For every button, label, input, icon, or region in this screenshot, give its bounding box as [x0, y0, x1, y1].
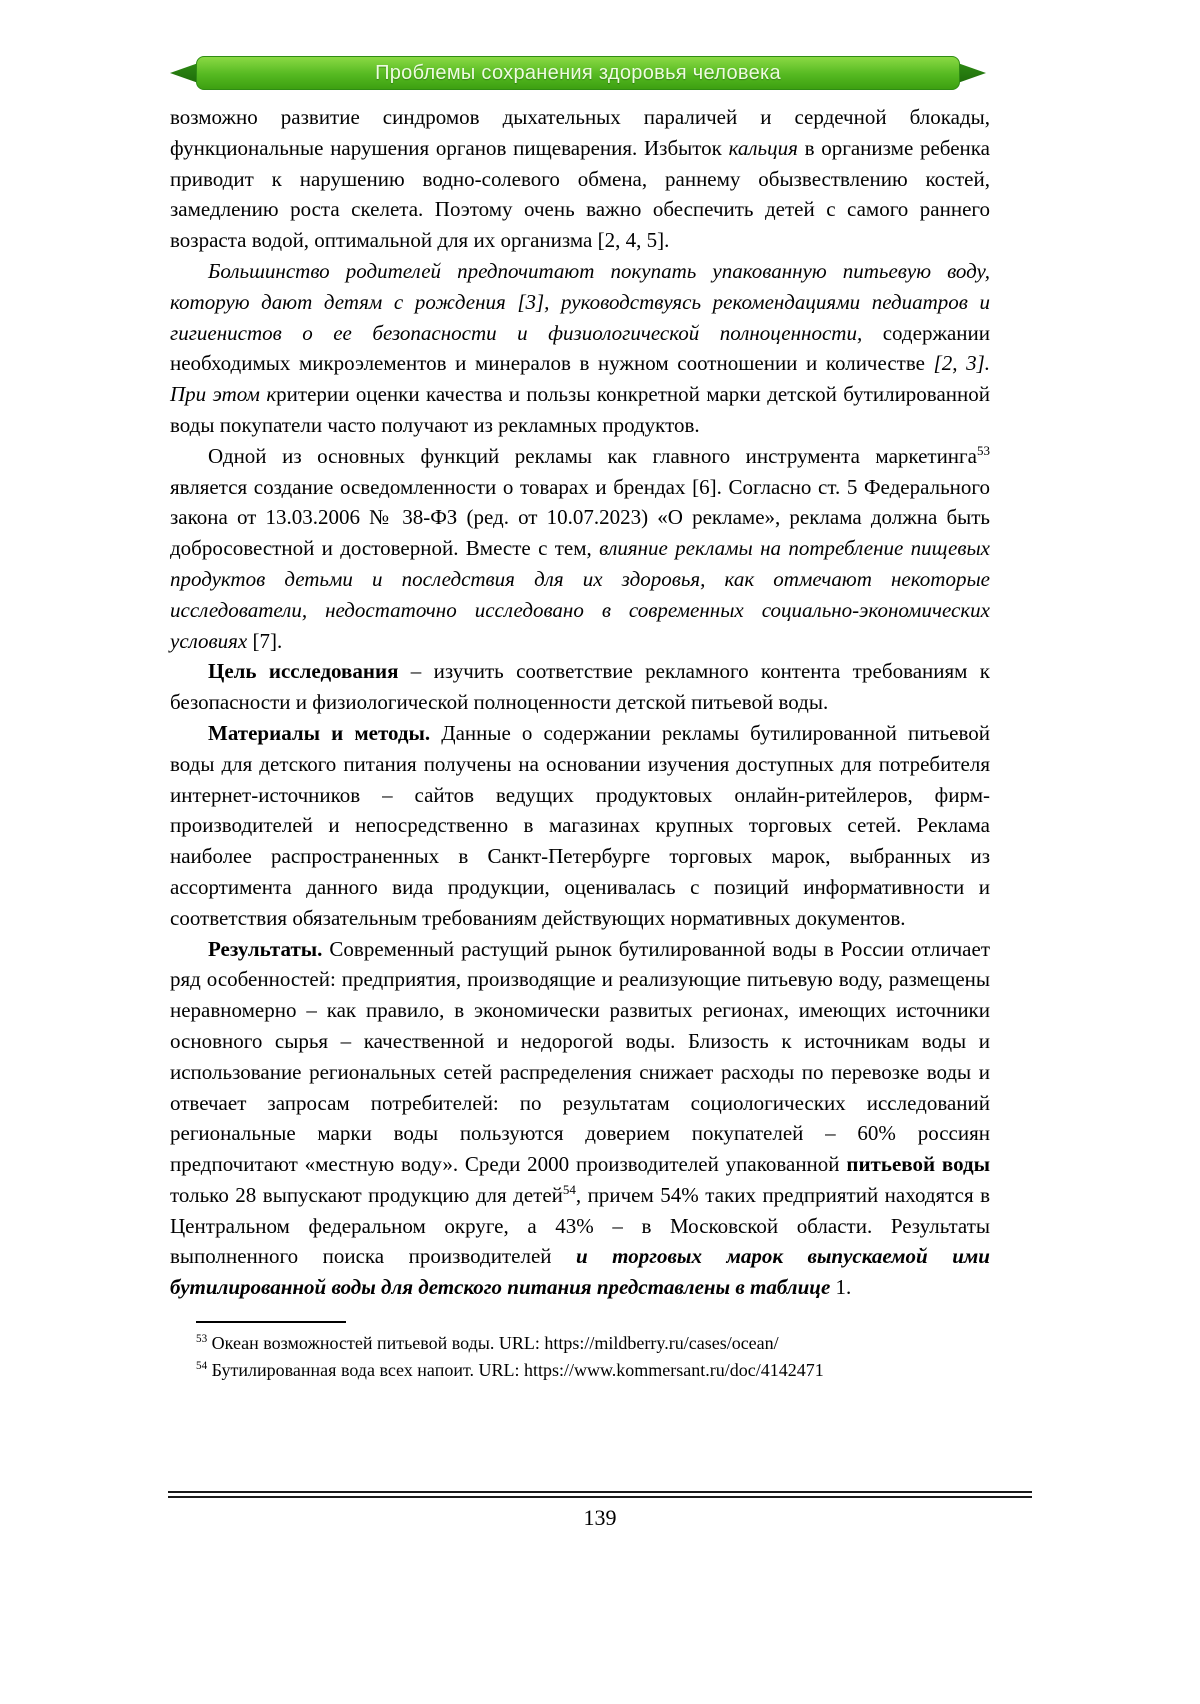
footnote-text: Океан возможностей питьевой воды. URL: https://mildberry.ru/cases/ocean/ — [207, 1333, 779, 1354]
text-segment: [2, 3]. При этом к — [170, 351, 990, 407]
text-segment: содержании необходимых микроэлементов и минералов в нужном соотношении и количестве — [170, 320, 990, 376]
text-segment: влияние рекламы на потребление пищевых продуктов детьми и последствия для их здоровья, как отмечают некоторые исследователи, недостаточно исследовано в современных социально-экономических условиях — [170, 536, 990, 653]
footnote — [196, 1357, 990, 1384]
text-segment: и торговых марок выпускаемой ими бутилированной воды для детского питания представлены в таблице — [170, 1244, 990, 1300]
page-number: 139 — [583, 1505, 617, 1530]
footnote-number: 53 — [196, 1333, 208, 1346]
text-segment: Цель исследования — [208, 659, 399, 684]
text-segment: – изучить соответствие рекламного контента требованиям к безопасности и физиологической полноценности детской питьевой воды. — [170, 659, 990, 715]
footer-double-rule — [168, 1491, 1032, 1498]
text-segment: кальция — [728, 135, 798, 160]
text-segment: Одной из основных функций рекламы как главного инструмента маркетинга — [208, 443, 977, 468]
text-segment: возможно развитие синдромов дыхательных параличей и сердечной блокады, функциональные нарушения органов пищеварения. Избыток — [170, 105, 990, 160]
footnote-marker: 53 — [976, 442, 990, 458]
footnote-marker: 54 — [562, 1181, 576, 1197]
paragraph — [170, 441, 990, 657]
footnote-text: Бутилированная вода всех напоит. URL: https://www.kommersant.ru/doc/4142471 — [207, 1360, 824, 1381]
banner-bar — [196, 56, 960, 90]
article-content — [170, 102, 990, 1384]
footnote-separator — [196, 1321, 346, 1323]
paragraph — [170, 256, 990, 441]
text-segment: 1. — [830, 1275, 852, 1300]
paragraph — [170, 656, 990, 718]
paragraph — [170, 102, 990, 256]
text-segment: питьевой воды — [846, 1152, 990, 1177]
footnote — [196, 1330, 990, 1357]
article-body — [170, 102, 990, 1303]
text-segment: Современный растущий рынок бутилированной воды в России отличает ряд особенностей: предприятия, производящие и реализующие питьевую воду, размещены неравномерно – как правило, в экономически развитых регионах, имеющих источники основного сырья – качественной и недорогой воды. Близость к источникам воды и использование региональных сетей распределения снижает расходы по перевозке воды и отвечает запросам потребителей: по результатам социологических исследований региональные марки воды пользуются доверием покупателей – 60% россиян предпочитают «местную воду». Среди 2000 производителей упакованной — [170, 936, 990, 1177]
text-segment: является создание осведомленности о товарах и брендах [6]. Согласно ст. 5 Федерального закона от 13.03.2006 № 38-ФЗ (ред. от 10.07.2023) «О рекламе», реклама должна быть добросовестной и достоверной. Вместе с тем, — [170, 474, 990, 561]
text-segment: Материалы и методы. — [208, 720, 431, 745]
paragraph — [170, 718, 990, 934]
paragraph — [170, 934, 990, 1304]
footnote-number: 54 — [196, 1360, 208, 1373]
text-segment: [7]. — [247, 628, 283, 653]
text-segment: Результаты. — [208, 936, 323, 961]
text-segment: Данные о содержании рекламы бутилированной питьевой воды для детского питания получены на основании изучения доступных для потребителя интернет-источников – сайтов ведущих продуктовых онлайн-ритейлеров, фирм-производителей и непосредственно в магазинах крупных торговых сетей. Реклама наиболее распространенных в Санкт-Петербурге торговых марок, выбранных из ассортимента данного вида продукции, оценивалась с позиций информативности и соответствия обязательным требованиям действующих нормативных документов. — [170, 720, 991, 930]
banner-title: Проблемы сохранения здоровья человека — [375, 61, 781, 84]
text-segment: , причем 54% таких предприятий находятся в Центральном федеральном округе, а 43% – в Московской области. Результаты выполненного поиска производителей — [170, 1182, 990, 1269]
header-banner — [170, 56, 986, 90]
text-segment: только 28 выпускают продукцию для детей — [170, 1182, 563, 1207]
text-segment: Большинство родителей предпочитают покупать упакованную питьевую воду, которую дают детям с рождения [3], руководствуясь рекомендациями педиатров и гигиенистов о ее безопасности и физиологической полноценности, — [170, 258, 990, 345]
text-segment: в организме ребенка приводит к нарушению водно-солевого обмена, раннему обызвествлению костей, замедлению роста скелета. Поэтому очень важно обеспечить детей с самого раннего возраста водой, оптимальной для их организма [2, 4, 5]. — [170, 135, 990, 253]
footnotes — [196, 1330, 990, 1384]
text-segment: ритерии оценки качества и пользы конкретной марки детской бутилированной воды покупатели часто получают из рекламных продуктов. — [170, 382, 990, 437]
